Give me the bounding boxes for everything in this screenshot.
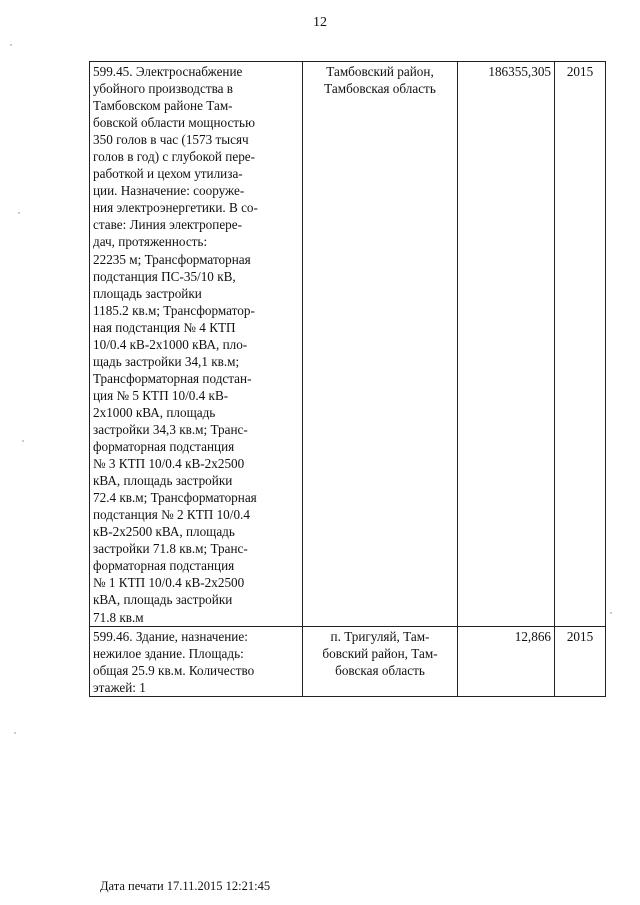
description-line: щадь застройки 34,1 кв.м; [93, 353, 240, 369]
description-line: Трансформаторная подстан- [93, 370, 252, 386]
description-line: убойного производства в [93, 81, 234, 97]
description-line: № 3 КТП 10/0.4 кВ-2х2500 [93, 456, 245, 472]
year-cell: 2015 [555, 626, 606, 696]
scan-speck [10, 44, 12, 46]
scan-speck [14, 732, 16, 734]
description-line: 71.8 кв.м [93, 609, 144, 625]
year-cell: 2015 [555, 62, 606, 627]
description-line: нежилое здание. Площадь: [93, 645, 244, 661]
description-line: кВА, площадь застройки [93, 473, 233, 489]
description-line: 350 голов в час (1573 тысяч [93, 132, 249, 148]
description-line: 72.4 кв.м; Трансформаторная [93, 490, 257, 506]
description-line: 10/0.4 кВ-2х1000 кВА, пло- [93, 336, 248, 352]
description-line: застройки 34,3 кв.м; Транс- [93, 421, 248, 437]
description-line: 22235 м; Трансформаторная [93, 251, 251, 267]
object-description-cell [90, 626, 303, 696]
scan-speck [610, 612, 612, 614]
scan-speck [22, 440, 24, 442]
description-line: этажей: 1 [93, 679, 146, 695]
description-line: дач, протяженность: [93, 234, 208, 250]
description-line: 2х1000 кВА, площадь [93, 404, 216, 420]
description-line: кВА, площадь застройки [93, 592, 233, 608]
description-line: кВ-2х2500 кВА, площадь [93, 524, 235, 540]
address-line: бовский район, Там- [322, 645, 438, 661]
description-line: площадь застройки [93, 285, 202, 301]
description-line: ставе: Линия электропере- [93, 217, 243, 233]
print-date: Дата печати 17.11.2015 12:21:45 [100, 879, 271, 893]
address-cell [303, 626, 458, 696]
address-line: Тамбовская область [324, 81, 436, 97]
table-row [90, 626, 606, 696]
object-description-cell [90, 62, 303, 627]
description-line: 599.45. Электроснабжение [93, 64, 243, 79]
property-table [89, 61, 606, 697]
property-table-body [90, 62, 606, 697]
description-line: подстанция ПС-35/10 кВ, [93, 268, 236, 284]
description-line: общая 25.9 кв.м. Количество [93, 662, 255, 678]
description-line: ная подстанция № 4 КТП [93, 319, 236, 335]
description-line: работкой и цехом утилиза- [93, 166, 243, 182]
description-line: ции. Назначение: сооруже- [93, 183, 245, 199]
description-line: подстанция № 2 КТП 10/0.4 [93, 507, 250, 523]
address-line: п. Тригуляй, Там- [330, 628, 430, 644]
table-row [90, 62, 606, 627]
value-cell: 12,866 [458, 626, 555, 696]
address-line: бовская область [335, 662, 425, 678]
description-line: застройки 71.8 кв.м; Транс- [93, 541, 248, 557]
description-line: 1185.2 кв.м; Трансформатор- [93, 302, 255, 318]
description-line: бовской области мощностью [93, 115, 255, 131]
description-line: 599.46. Здание, назначение: [93, 628, 248, 644]
scan-speck [18, 212, 20, 214]
address-line: Тамбовский район, [326, 64, 434, 79]
description-line: голов в год) с глубокой пере- [93, 149, 256, 165]
description-line: ния электроэнергетики. В со- [93, 200, 258, 216]
description-line: форматорная подстанция [93, 439, 235, 455]
description-line: Тамбовском районе Там- [93, 98, 233, 114]
description-line: форматорная подстанция [93, 558, 235, 574]
address-cell [303, 62, 458, 627]
value-cell: 186355,305 [458, 62, 555, 627]
description-line: ция № 5 КТП 10/0.4 кВ- [93, 387, 229, 403]
description-line: № 1 КТП 10/0.4 кВ-2х2500 [93, 575, 245, 591]
page-number: 12 [313, 15, 327, 30]
